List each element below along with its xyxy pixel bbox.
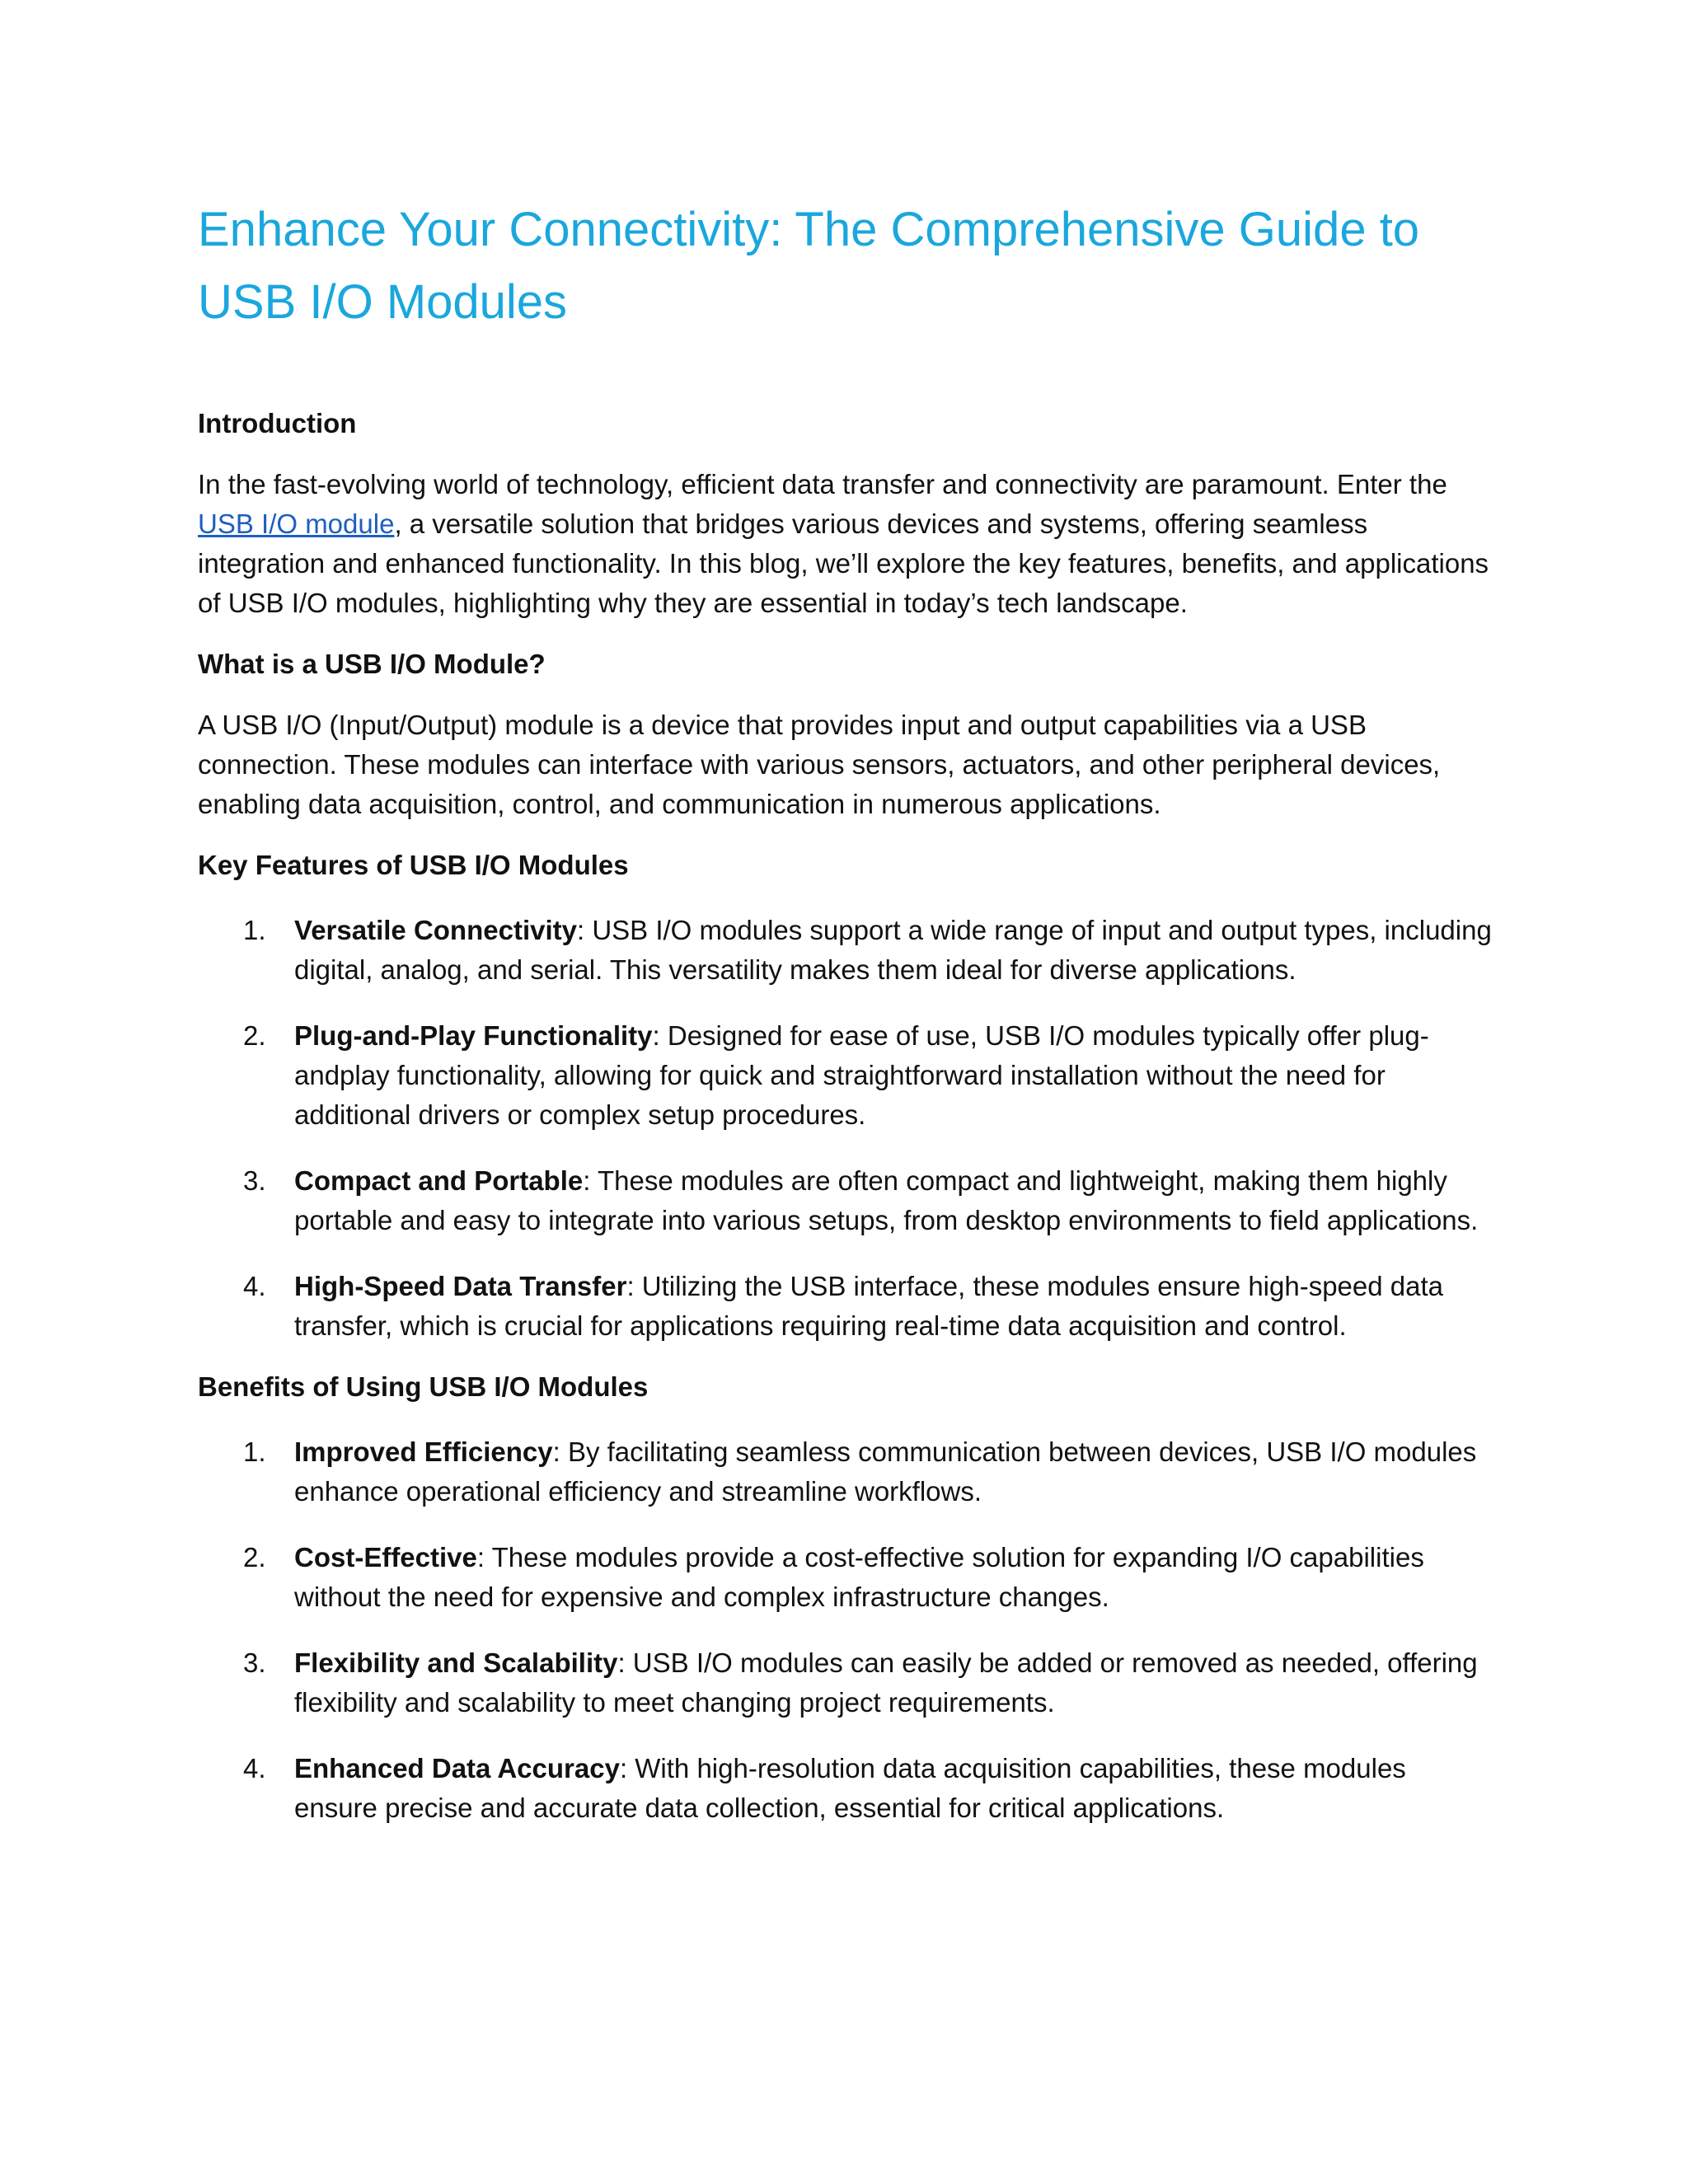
introduction-text-before-link: In the fast-evolving world of technology, efficient data transfer and connectivity are paramount. Enter the: [198, 469, 1447, 499]
list-item-description: : USB I/O modules can easily be added or removed as needed, offering flexibility and scalability to meet changing project requirements.: [294, 1647, 1478, 1718]
list-item-description: : Designed for ease of use, USB I/O modules typically offer plug-andplay functionality, allowing for quick and straightforward installation without the need for additional drivers or complex setup procedures.: [294, 1020, 1429, 1130]
list-item-number: 3.: [243, 1165, 266, 1196]
list-item-number: 2.: [243, 1020, 266, 1051]
key-features-heading: Key Features of USB I/O Modules: [198, 850, 629, 880]
list-item-number: 3.: [243, 1647, 266, 1678]
list-item-description: : These modules provide a cost-effective solution for expanding I/O capabilities without the need for expensive and complex infrastructure changes.: [294, 1542, 1424, 1612]
list-item: [198, 1016, 1492, 1135]
list-item: [198, 1267, 1492, 1346]
list-item-term: High-Speed Data Transfer: [294, 1271, 627, 1301]
list-item: [198, 1538, 1492, 1617]
page-title: Enhance Your Connectivity: The Comprehensive Guide to USB I/O Modules: [198, 203, 1420, 329]
benefits-heading: Benefits of Using USB I/O Modules: [198, 1371, 649, 1402]
key-features-list: [198, 911, 1492, 1346]
introduction-paragraph: [198, 465, 1492, 623]
list-item-description: : By facilitating seamless communication between devices, USB I/O modules enhance operational efficiency and streamline workflows.: [294, 1436, 1477, 1507]
list-item-number: 1.: [243, 1436, 266, 1467]
list-item: [198, 1161, 1492, 1240]
introduction-heading: Introduction: [198, 408, 357, 438]
list-item: [198, 1749, 1492, 1828]
benefits-list: [198, 1432, 1492, 1828]
what-is-heading: What is a USB I/O Module?: [198, 649, 546, 679]
list-item: [198, 911, 1492, 990]
list-item-term: Cost-Effective: [294, 1542, 477, 1572]
document-page: [198, 194, 1492, 1828]
introduction-text-after-link: , a versatile solution that bridges various devices and systems, offering seamless integration and enhanced functionality. In this blog, we’ll explore the key features, benefits, and applications of USB I/O modules, highlighting why they are essential in today’s tech landscape.: [198, 509, 1489, 618]
list-item-term: Versatile Connectivity: [294, 915, 577, 945]
list-item-term: Flexibility and Scalability: [294, 1647, 618, 1678]
list-item-term: Improved Efficiency: [294, 1436, 553, 1467]
list-item-description: : These modules are often compact and lightweight, making them highly portable and easy to integrate into various setups, from desktop environments to field applications.: [294, 1165, 1479, 1235]
usb-io-module-link[interactable]: USB I/O module: [198, 509, 395, 539]
list-item-description: : Utilizing the USB interface, these modules ensure high-speed data transfer, which is crucial for applications requiring real-time data acquisition and control.: [294, 1271, 1444, 1341]
list-item-number: 4.: [243, 1271, 266, 1301]
list-item-term: Plug-and-Play Functionality: [294, 1020, 653, 1051]
list-item-number: 1.: [243, 915, 266, 945]
list-item: [198, 1432, 1492, 1511]
list-item-number: 2.: [243, 1542, 266, 1572]
list-item-description: : USB I/O modules support a wide range of input and output types, including digital, analog, and serial. This versatility makes them ideal for diverse applications.: [294, 915, 1492, 985]
list-item-number: 4.: [243, 1753, 266, 1783]
list-item: [198, 1643, 1492, 1722]
list-item-description: : With high-resolution data acquisition capabilities, these modules ensure precise and accurate data collection, essential for critical applications.: [294, 1753, 1406, 1823]
what-is-paragraph: A USB I/O (Input/Output) module is a device that provides input and output capabilities via a USB connection. These modules can interface with various sensors, actuators, and other peripheral devices, enabling data acquisition, control, and communication in numerous applications.: [198, 710, 1441, 819]
list-item-term: Enhanced Data Accuracy: [294, 1753, 620, 1783]
list-item-term: Compact and Portable: [294, 1165, 584, 1196]
